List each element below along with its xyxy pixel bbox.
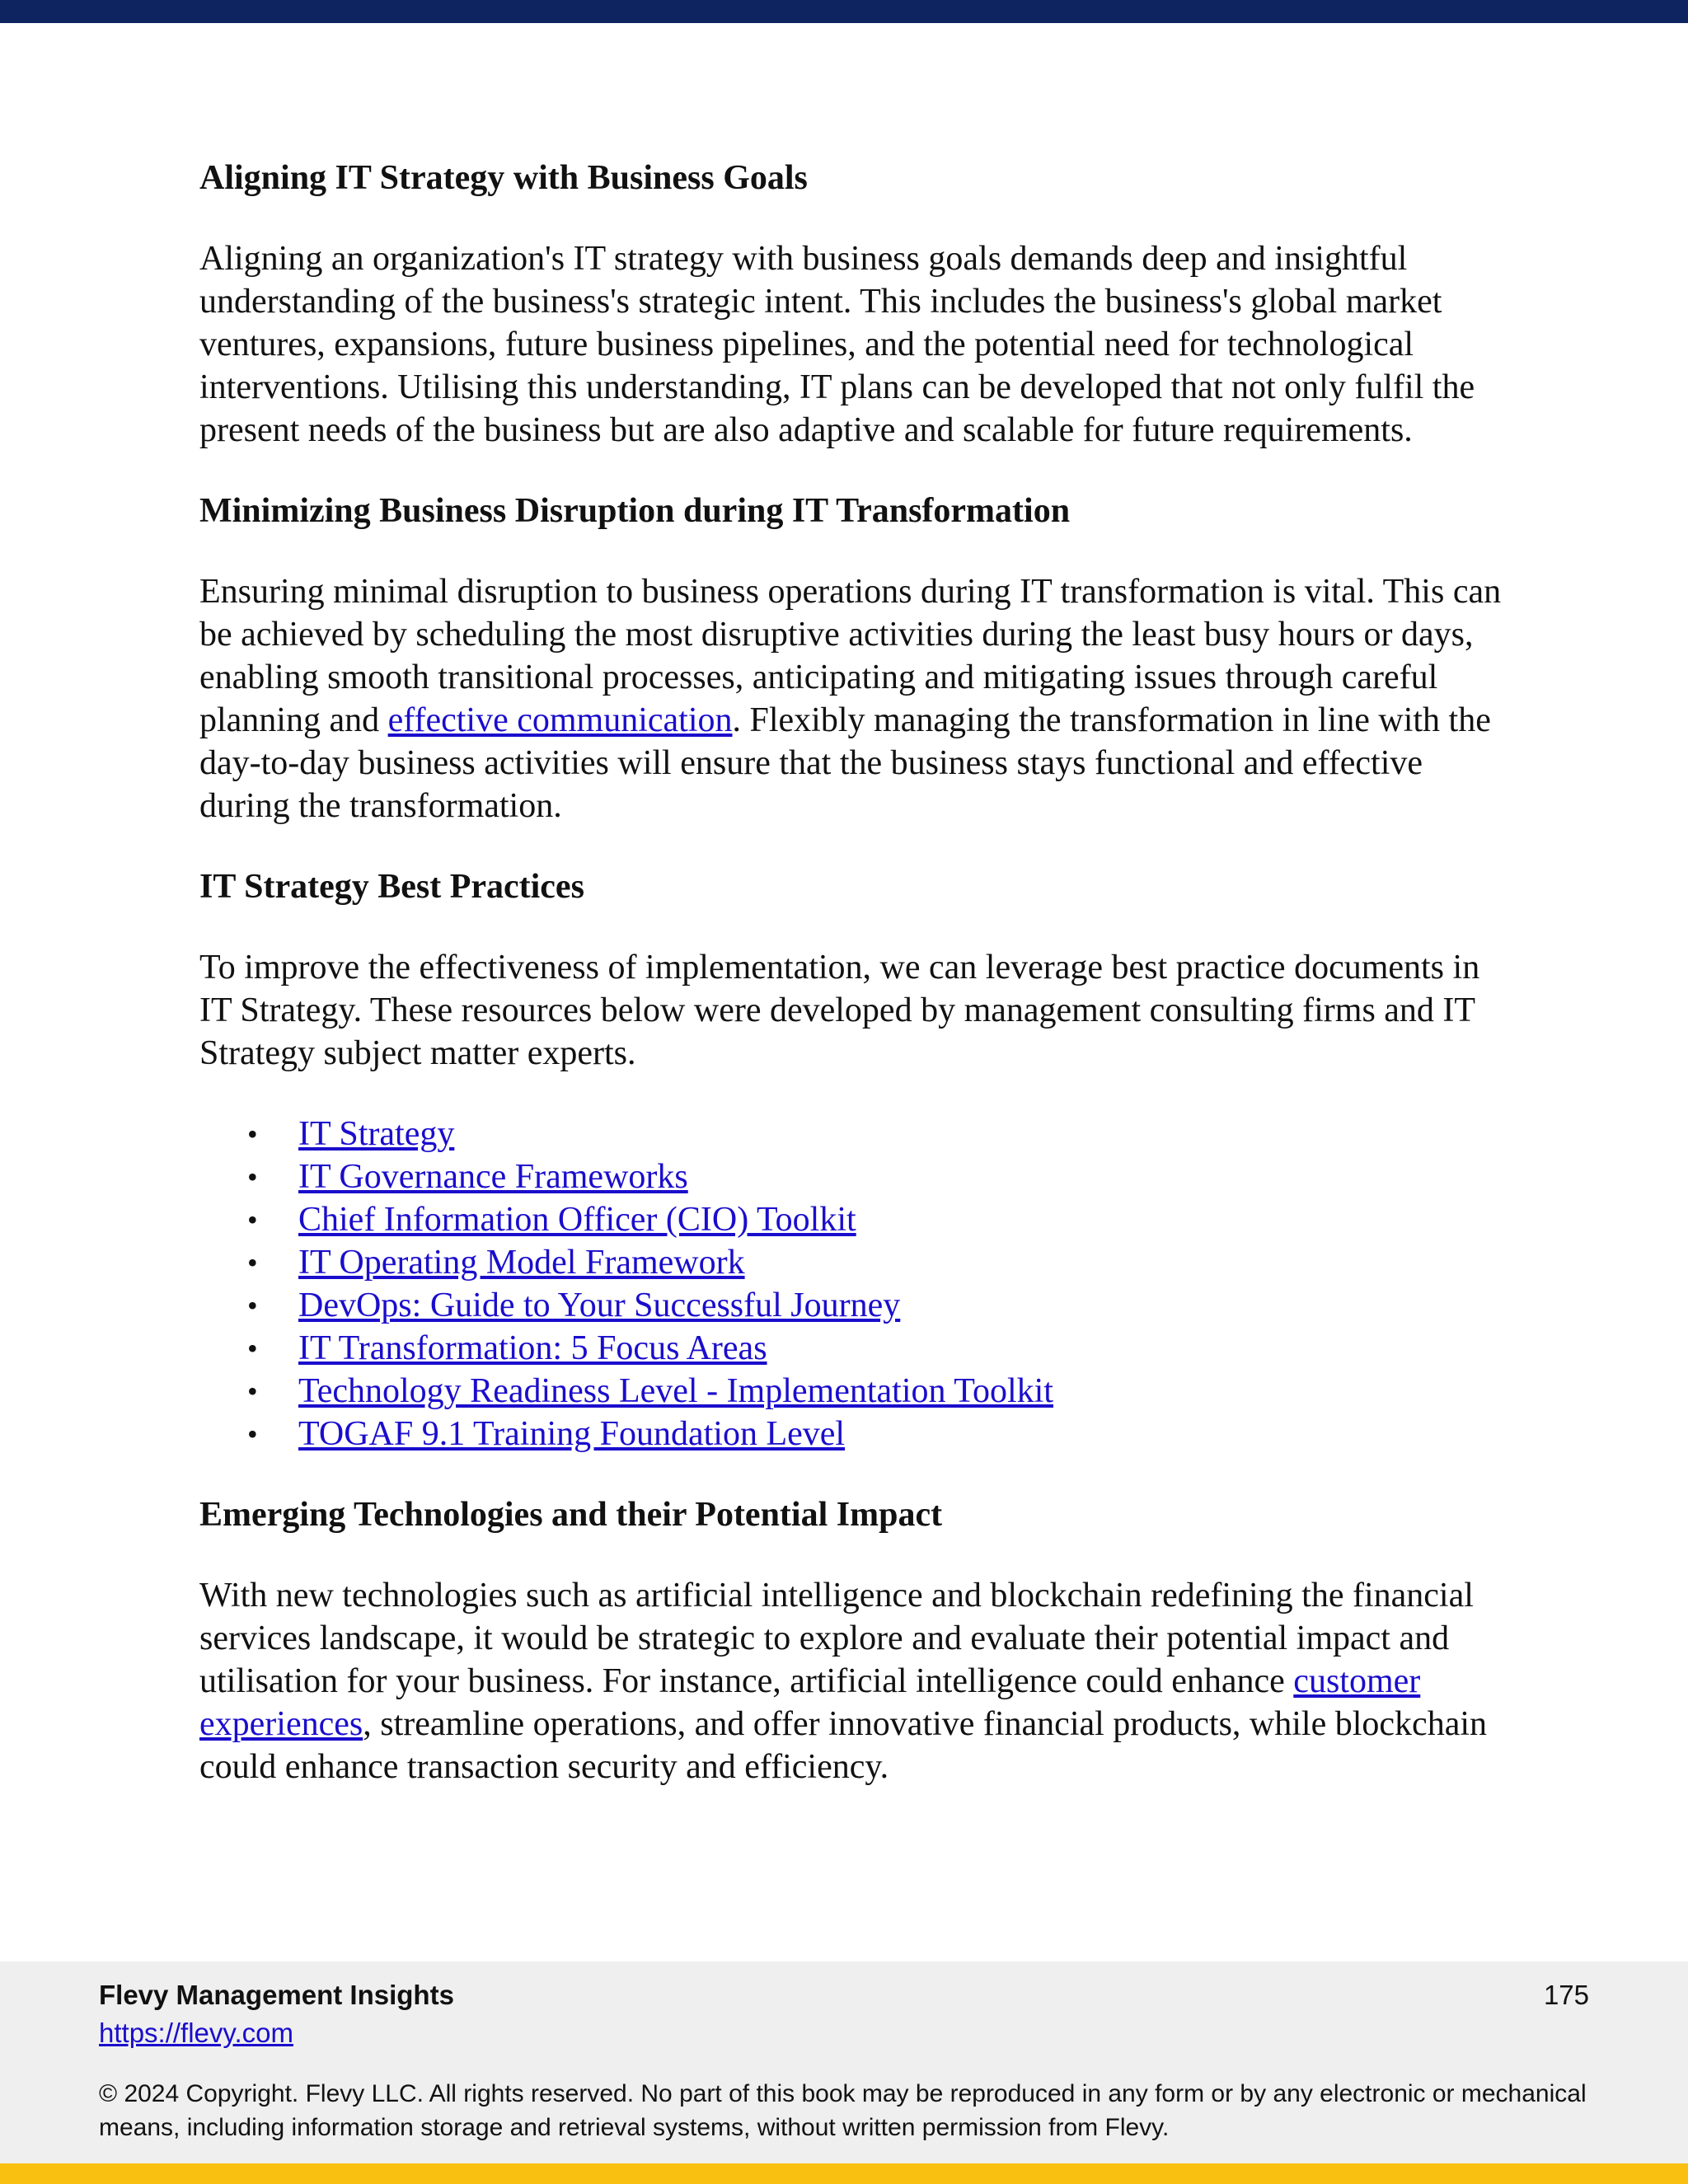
footer-brand: Flevy Management Insights <box>99 1980 454 2010</box>
link-it-transformation[interactable]: IT Transformation: 5 Focus Areas <box>298 1329 767 1367</box>
link-it-governance-frameworks[interactable]: IT Governance Frameworks <box>298 1158 688 1196</box>
top-accent-bar <box>0 0 1688 23</box>
link-cio-toolkit[interactable]: Chief Information Officer (CIO) Toolkit <box>298 1201 856 1239</box>
list-item <box>298 1327 1510 1370</box>
best-practice-links-list <box>199 1113 1510 1455</box>
body-text: . Flexibly managing the transformation in line with the day-to-day business activities will ensure that the business stays functional and effective during the transformation. <box>199 701 1491 825</box>
bottom-accent-bar <box>0 2163 1688 2184</box>
section-body-disruption <box>199 570 1510 827</box>
footer-copyright: © 2024 Copyright. Flevy LLC. All rights reserved. No part of this book may be reproduced in any form or by any electronic or mechanical means, including information storage and retrieval systems, without written permission from Flevy. <box>99 2080 1587 2141</box>
document-content <box>199 157 1510 1826</box>
body-text: With new technologies such as artificial intelligence and blockchain redefining the financial services landscape, it would be strategic to explore and evaluate their potential impact and utilisation for your business. For instance, artificial intelligence could enhance <box>199 1577 1474 1700</box>
list-item <box>298 1241 1510 1284</box>
page-number: 175 <box>1543 1980 1589 2010</box>
list-item <box>298 1198 1510 1241</box>
body-text: , streamline operations, and offer innovative financial products, while blockchain could enhance transaction security and efficiency. <box>199 1705 1488 1786</box>
section-heading-disruption: Minimizing Business Disruption during IT Transformation <box>199 492 1071 530</box>
link-devops-guide[interactable]: DevOps: Guide to Your Successful Journey <box>298 1286 901 1324</box>
section-heading-best-practices: IT Strategy Best Practices <box>199 868 584 906</box>
body-text: Ensuring minimal disruption to business operations during IT transformation is vital. This can be achieved by scheduling the most disruptive activities during the least busy hours or days, enabling smooth transitional processes, anticipating and mitigating issues through careful planning and <box>199 573 1502 739</box>
link-technology-readiness[interactable]: Technology Readiness Level - Implementation Toolkit <box>298 1372 1053 1410</box>
section-body-emerging <box>199 1574 1510 1788</box>
page-footer <box>0 1961 1688 2163</box>
list-item <box>298 1155 1510 1198</box>
link-effective-communication[interactable]: effective communication <box>387 701 733 739</box>
list-item <box>298 1284 1510 1327</box>
section-heading-emerging: Emerging Technologies and their Potential Impact <box>199 1496 943 1534</box>
link-it-operating-model[interactable]: IT Operating Model Framework <box>298 1244 745 1282</box>
link-it-strategy[interactable]: IT Strategy <box>298 1115 455 1153</box>
footer-url-link[interactable]: https://flevy.com <box>99 2018 293 2048</box>
section-body-aligning: Aligning an organization's IT strategy with business goals demands deep and insightful understanding of the business's strategic intent. This includes the business's global market ventures, expansions, future business pipelines, and the potential need for technological interventions. Utilising this understanding, IT plans can be developed that not only fulfil the present needs of the business but are also adaptive and scalable for future requirements. <box>199 240 1475 449</box>
link-togaf-training[interactable]: TOGAF 9.1 Training Foundation Level <box>298 1415 846 1453</box>
list-item <box>298 1113 1510 1155</box>
section-body-best-practices: To improve the effectiveness of implementation, we can leverage best practice documents in IT Strategy. These resources below were developed by management consulting firms and IT Strategy subject matter experts. <box>199 949 1480 1072</box>
list-item <box>298 1413 1510 1455</box>
section-heading-aligning: Aligning IT Strategy with Business Goals <box>199 159 808 197</box>
list-item <box>298 1370 1510 1413</box>
link-customer-experiences[interactable]: customer experiences <box>199 1662 1421 1743</box>
